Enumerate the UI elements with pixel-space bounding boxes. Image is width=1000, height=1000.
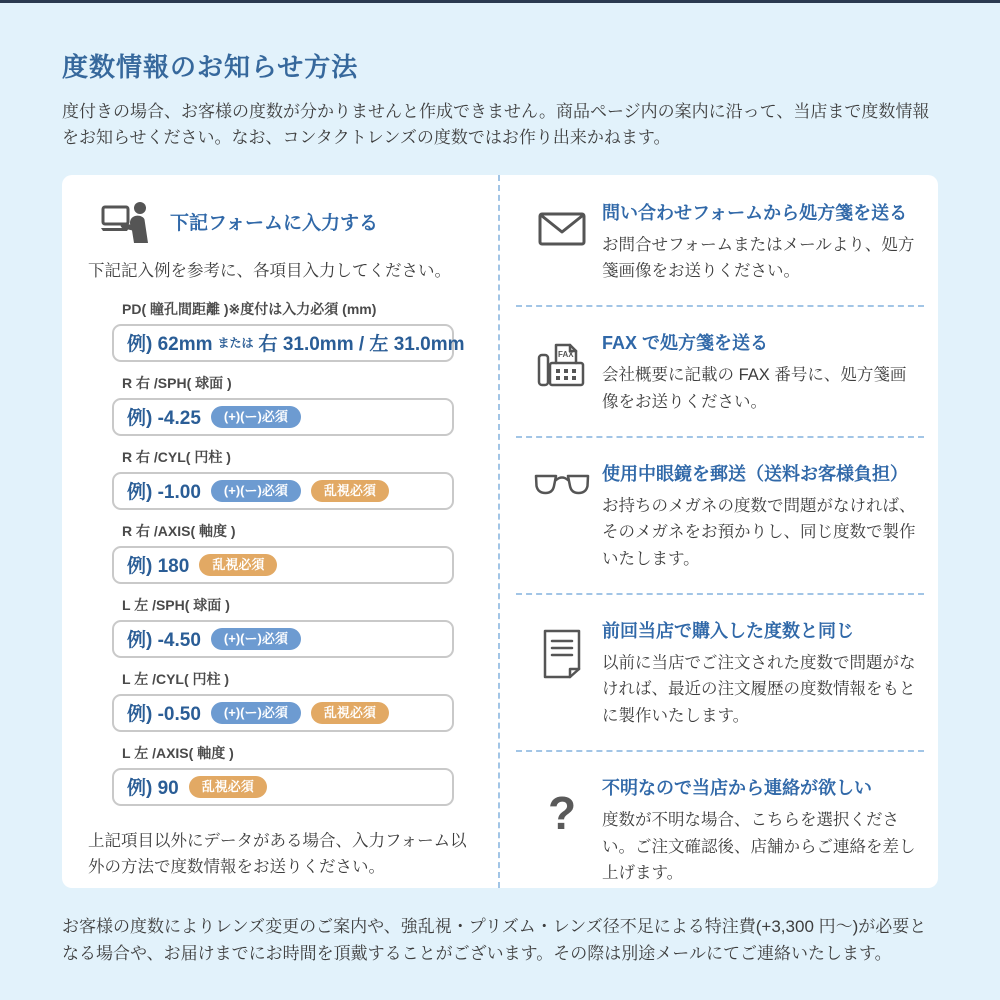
field-label: R 右 /AXIS( 軸度 ) <box>122 522 236 539</box>
field-example-value: 右 31.0mm / 左 31.0mm <box>258 334 465 356</box>
field-group-l-cyl <box>112 669 454 732</box>
plus-minus-required-badge: (+)(ー)必須 <box>211 480 301 502</box>
form-header <box>100 201 498 243</box>
field-label: L 左 /CYL( 円柱 ) <box>122 670 230 687</box>
document-icon <box>530 617 594 730</box>
method-title: FAX で処方箋を送る <box>602 333 769 354</box>
top-border <box>0 0 1000 3</box>
field-example-value: 例) -0.50 <box>127 704 201 726</box>
method-item-unknown <box>516 752 924 888</box>
field-example-box <box>112 546 454 584</box>
form-column <box>62 175 500 888</box>
question-icon: ? <box>547 786 577 839</box>
field-example-box <box>112 324 465 362</box>
field-group-r-axis <box>112 521 454 584</box>
person-at-computer-icon <box>100 201 154 243</box>
field-example-value: 例) 90 <box>127 778 179 800</box>
field-example-value: 例) -4.25 <box>127 408 201 430</box>
field-example-box <box>112 472 454 510</box>
method-title: 使用中眼鏡を郵送（送料お客様負担） <box>602 463 908 484</box>
method-body: 会社概要に記載の FAX 番号に、処方箋画像をお送りください。 <box>602 366 907 411</box>
main-panel <box>62 175 938 888</box>
field-example-box <box>112 398 454 436</box>
field-label: R 右 /SPH( 球面 ) <box>122 374 232 391</box>
svg-text:FAX: FAX <box>558 350 574 360</box>
field-example-box <box>112 620 454 658</box>
field-label: R 右 /CYL( 円柱 ) <box>122 448 231 465</box>
field-label: PD( 瞳孔間距離 )※度付は入力必須 (mm) <box>122 300 377 317</box>
plus-minus-required-badge: (+)(ー)必須 <box>211 702 301 724</box>
method-body: お持ちのメガネの度数で問題がなければ、そのメガネをお預かりし、同じ度数で製作いたします。 <box>602 496 916 568</box>
field-example-value: 例) -4.50 <box>127 630 201 652</box>
field-group-r-sph <box>112 373 454 436</box>
form-section-title: 下記フォームに入力する <box>170 213 379 235</box>
astigmatism-required-badge: 乱視必須 <box>311 480 389 502</box>
method-title: 問い合わせフォームから処方箋を送る <box>602 202 908 223</box>
field-group-l-axis <box>112 743 454 806</box>
method-body: 以前に当店でご注文された度数で問題がなければ、最近の注文履歴の度数情報をもとに製作いたします。 <box>602 653 916 726</box>
field-example-box <box>112 694 454 732</box>
method-item-mail-glasses <box>516 438 924 595</box>
astigmatism-required-badge: 乱視必須 <box>311 702 389 724</box>
form-fields <box>112 299 465 806</box>
method-text <box>594 774 918 887</box>
field-group-pd <box>112 299 465 362</box>
method-text <box>594 617 918 730</box>
method-item-contact-form <box>516 177 924 307</box>
intro-text: 度付きの場合、お客様の度数が分かりませんと作成できません。商品ページ内の案内に沿って、当店まで度数情報をお知らせください。なお、コンタクトレンズの度数ではお作り出来かねます。 <box>62 102 930 148</box>
plus-minus-required-badge: (+)(ー)必須 <box>211 628 301 650</box>
glasses-icon <box>530 460 594 573</box>
form-note: 上記項目以外にデータがある場合、入力フォーム以外の方法で度数情報をお送りください。 <box>88 831 467 877</box>
method-text <box>594 329 918 415</box>
method-title: 不明なので当店から連絡が欲しい <box>602 777 872 798</box>
method-text <box>594 460 918 573</box>
field-group-l-sph <box>112 595 454 658</box>
plus-minus-required-badge: (+)(ー)必須 <box>211 406 301 428</box>
field-example-box <box>112 768 454 806</box>
envelope-icon <box>530 199 594 285</box>
field-example-value: 例) 62mm <box>127 334 213 356</box>
footer-note: お客様の度数によりレンズ変更のご案内や、強乱視・プリズム・レンズ径不足による特注費(+3,300 円～)が必要となる場合や、お届けまでにお時間を頂戴することがございます。その際は別途メールにてご連絡いたします。 <box>62 916 927 963</box>
page-content <box>0 47 1000 967</box>
method-body: 度数が不明な場合、こちらを選択ください。ご注文確認後、店舗からご連絡を差し上げます。 <box>602 810 916 883</box>
form-instruction: 下記記入例を参考に、各項目入力してください。 <box>88 261 451 280</box>
method-body: お問合せフォームまたはメールより、処方箋画像をお送りください。 <box>602 235 915 281</box>
field-example-value: 例) -1.00 <box>127 482 201 504</box>
field-example-value: 例) 180 <box>127 556 190 578</box>
fax-icon <box>530 329 594 415</box>
method-text <box>594 199 918 285</box>
astigmatism-required-badge: 乱視必須 <box>189 776 267 798</box>
field-label: L 左 /AXIS( 軸度 ) <box>122 744 234 761</box>
astigmatism-required-badge: 乱視必須 <box>199 554 277 576</box>
page-title: 度数情報のお知らせ方法 <box>62 52 359 82</box>
method-title: 前回当店で購入した度数と同じ <box>602 620 854 641</box>
field-example-or: または <box>217 336 254 351</box>
method-item-fax <box>516 307 924 437</box>
method-item-previous-order <box>516 595 924 752</box>
field-label: L 左 /SPH( 球面 ) <box>122 596 230 613</box>
field-group-r-cyl <box>112 447 454 510</box>
methods-column <box>500 175 938 888</box>
